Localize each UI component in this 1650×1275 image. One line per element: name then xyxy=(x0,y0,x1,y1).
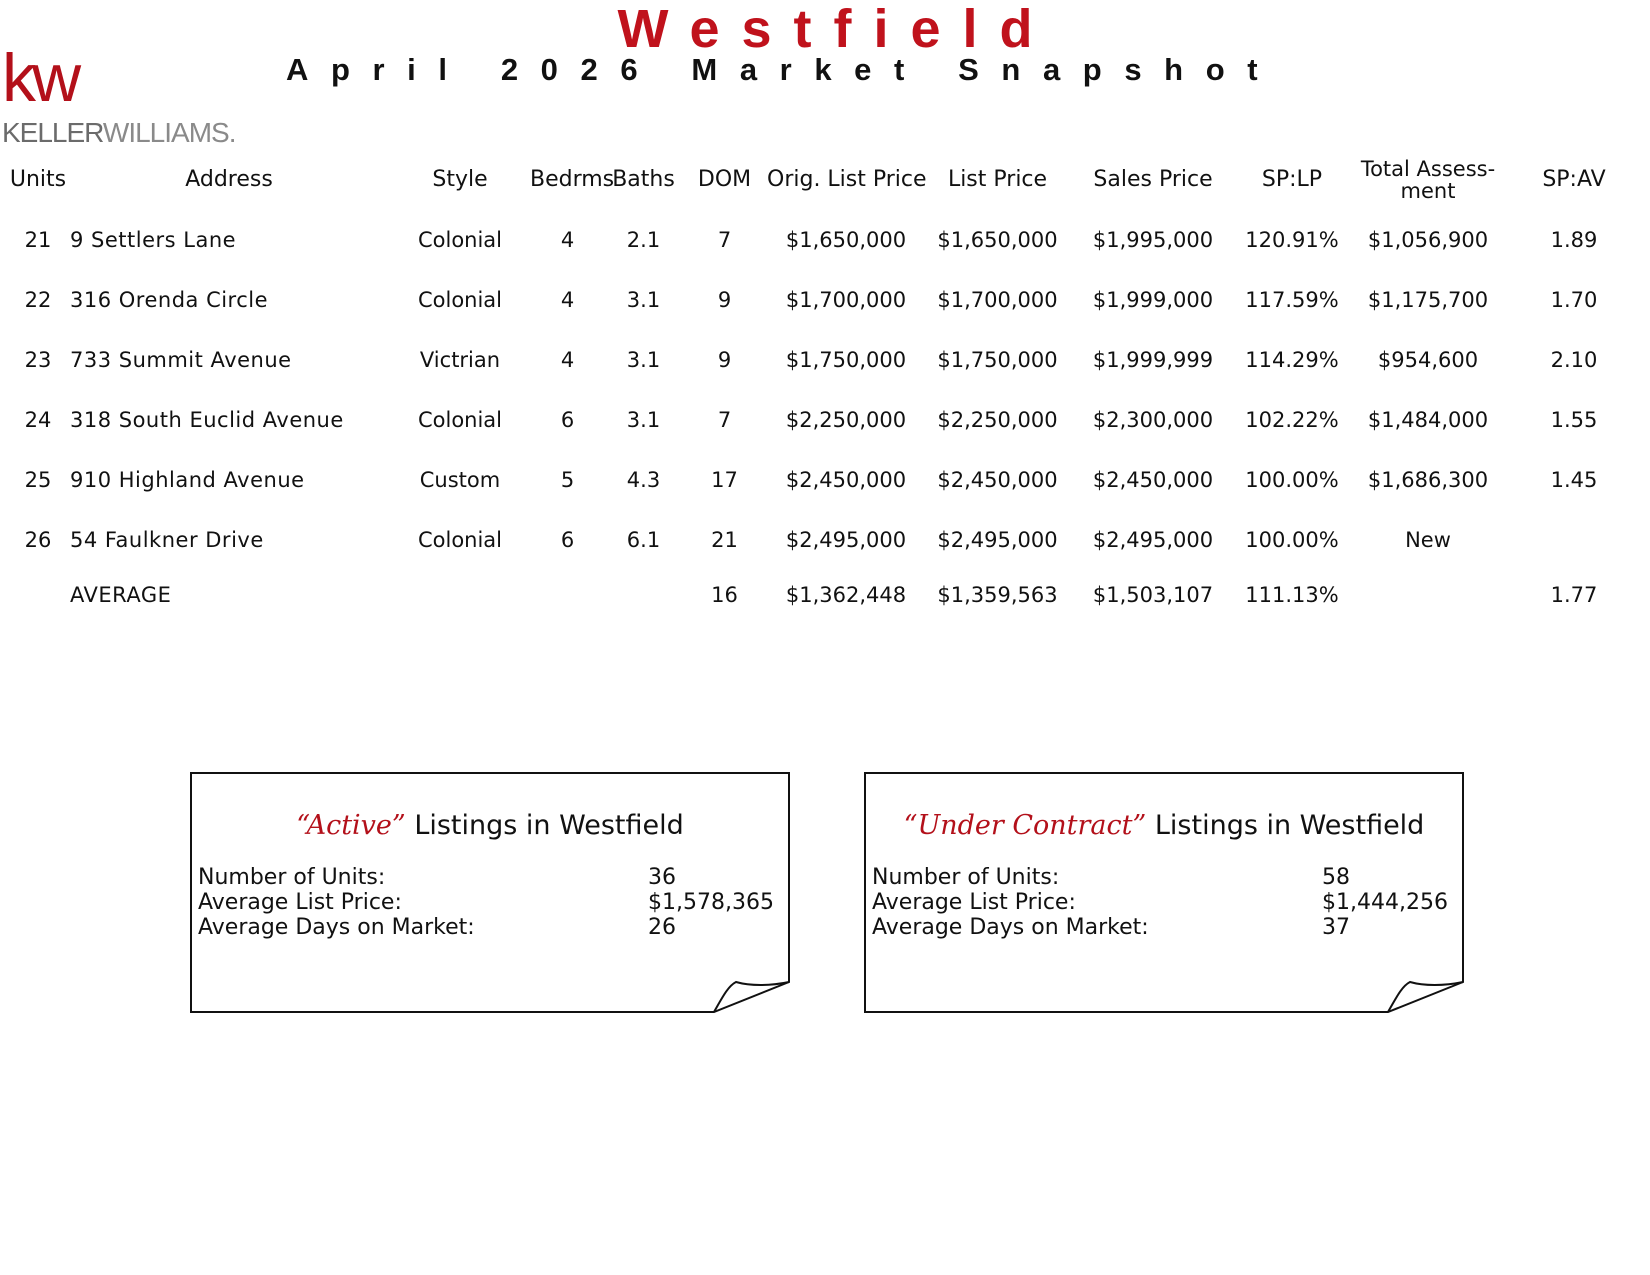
cell-orig-list-price: $1,650,000 xyxy=(785,228,907,252)
cell-bedrooms: 5 xyxy=(560,468,575,492)
table-row xyxy=(8,390,1640,450)
page-title: Westfield xyxy=(617,0,1055,59)
active-price-row xyxy=(198,890,774,915)
cell-assessment: $954,600 xyxy=(1377,348,1479,372)
cell-sp-lp: 117.59% xyxy=(1245,288,1339,312)
cell-style: Colonial xyxy=(417,408,503,432)
cell-orig-list-price: $2,250,000 xyxy=(785,408,907,432)
cell-assessment: $1,056,900 xyxy=(1367,228,1489,252)
active-dom-value: 26 xyxy=(648,915,676,940)
column-header-orig-list-price: Orig. List Price xyxy=(767,167,927,192)
active-title-text: Listings in Westfield xyxy=(414,810,684,841)
cell-baths: 4.3 xyxy=(626,468,661,492)
under-contract-dom-label: Average Days on Market: xyxy=(872,915,1149,940)
column-header-sales-price: Sales Price xyxy=(1093,167,1213,192)
cell-assessment: New xyxy=(1405,528,1451,552)
table-header-row xyxy=(8,150,1640,210)
cell-sp-av: 1.89 xyxy=(1550,228,1598,252)
cell-sp-av: 1.70 xyxy=(1550,288,1598,312)
under-contract-units-row xyxy=(872,865,1350,890)
table-row xyxy=(8,450,1640,510)
cell-unit: 24 xyxy=(24,408,52,432)
cell-unit: 26 xyxy=(24,528,52,552)
cell-unit: 25 xyxy=(24,468,52,492)
column-header-baths: Baths xyxy=(612,167,675,192)
table-row xyxy=(8,210,1640,270)
cell-orig-list-price: $2,450,000 xyxy=(785,468,907,492)
cell-bedrooms: 4 xyxy=(560,348,575,372)
cell-assessment: $1,484,000 xyxy=(1367,408,1489,432)
average-dom: 16 xyxy=(711,583,738,607)
active-dom-label: Average Days on Market: xyxy=(198,915,475,940)
cell-bedrooms: 6 xyxy=(560,528,575,552)
under-contract-title-accent: “Under Contract” xyxy=(903,810,1147,841)
column-header-style: Style xyxy=(432,167,488,192)
cell-baths: 3.1 xyxy=(626,348,661,372)
cell-style: Victrian xyxy=(419,348,501,372)
average-label: AVERAGE xyxy=(70,583,172,607)
cell-address: 910 Highland Avenue xyxy=(70,468,305,492)
page-subtitle: April 2026 Market Snapshot xyxy=(286,52,1281,87)
cell-sp-lp: 102.22% xyxy=(1245,408,1339,432)
cell-sp-av: 2.10 xyxy=(1550,348,1598,372)
cell-empty xyxy=(605,570,682,620)
under-contract-listings-card xyxy=(864,772,1464,1013)
cell-orig-list-price: $1,700,000 xyxy=(785,288,907,312)
cell-style: Colonial xyxy=(417,528,503,552)
cell-unit: 23 xyxy=(24,348,52,372)
cell-bedrooms: 4 xyxy=(560,288,575,312)
cell-sp-lp: 120.91% xyxy=(1245,228,1339,252)
under-contract-dom-value: 37 xyxy=(1322,915,1350,940)
cell-sales-price: $2,450,000 xyxy=(1092,468,1214,492)
cell-style: Colonial xyxy=(417,228,503,252)
column-header-sp-av: SP:AV xyxy=(1542,167,1606,192)
cell-sp-av: 1.55 xyxy=(1550,408,1598,432)
column-header-total-assessment: Total Assess-ment xyxy=(1360,157,1496,203)
active-units-label: Number of Units: xyxy=(198,865,386,890)
column-header-list-price: List Price xyxy=(947,167,1048,192)
cell-sales-price: $2,300,000 xyxy=(1092,408,1214,432)
cell-sp-lp: 100.00% xyxy=(1245,468,1339,492)
column-header-sp-lp: SP:LP xyxy=(1261,167,1323,192)
cell-address: 54 Faulkner Drive xyxy=(70,528,264,552)
under-contract-price-row xyxy=(872,890,1448,915)
cell-sp-av: 1.45 xyxy=(1550,468,1598,492)
kw-mark: kw xyxy=(2,40,78,116)
cell-dom: 9 xyxy=(717,288,732,312)
cell-baths: 3.1 xyxy=(626,408,661,432)
sales-table xyxy=(8,150,1640,620)
column-header-bedrooms: Bedrms xyxy=(530,167,615,192)
column-header-address: Address xyxy=(185,167,273,192)
brand-wordmark xyxy=(2,118,235,148)
brand-name-light: WILLIAMS. xyxy=(102,117,236,148)
active-title-accent: “Active” xyxy=(296,810,406,841)
cell-bedrooms: 6 xyxy=(560,408,575,432)
cell-address: 316 Orenda Circle xyxy=(70,288,269,312)
cell-dom: 7 xyxy=(717,228,732,252)
cell-orig-list-price: $1,750,000 xyxy=(785,348,907,372)
average-orig-list-price: $1,362,448 xyxy=(785,583,907,607)
brand-name-bold: KELLER xyxy=(2,117,103,148)
table-row xyxy=(8,510,1640,570)
cell-empty xyxy=(1348,570,1508,620)
cell-sales-price: $1,999,999 xyxy=(1092,348,1214,372)
active-price-value: $1,578,365 xyxy=(648,890,774,915)
cell-baths: 6.1 xyxy=(626,528,661,552)
cell-orig-list-price: $2,495,000 xyxy=(785,528,907,552)
average-sp-av: 1.77 xyxy=(1550,583,1598,607)
cell-dom: 7 xyxy=(717,408,732,432)
average-row xyxy=(8,570,1640,620)
cell-sp-av xyxy=(1508,510,1640,570)
cell-sales-price: $2,495,000 xyxy=(1092,528,1214,552)
under-contract-price-label: Average List Price: xyxy=(872,890,1076,915)
active-dom-row xyxy=(198,915,676,940)
under-contract-units-label: Number of Units: xyxy=(872,865,1060,890)
cell-address: 733 Summit Avenue xyxy=(70,348,292,372)
cell-bedrooms: 4 xyxy=(560,228,575,252)
active-units-value: 36 xyxy=(648,865,676,890)
cell-empty xyxy=(8,570,68,620)
keller-williams-logo xyxy=(0,40,240,154)
cell-list-price: $1,650,000 xyxy=(937,228,1058,252)
average-list-price: $1,359,563 xyxy=(937,583,1058,607)
cell-style: Colonial xyxy=(417,288,503,312)
cell-dom: 21 xyxy=(711,528,738,552)
under-contract-dom-row xyxy=(872,915,1350,940)
under-contract-units-value: 58 xyxy=(1322,865,1350,890)
cell-empty xyxy=(530,570,605,620)
cell-list-price: $1,750,000 xyxy=(937,348,1058,372)
active-units-row xyxy=(198,865,676,890)
cell-list-price: $2,495,000 xyxy=(937,528,1058,552)
cell-assessment: $1,175,700 xyxy=(1367,288,1489,312)
average-sales-price: $1,503,107 xyxy=(1092,583,1214,607)
cell-sales-price: $1,995,000 xyxy=(1092,228,1214,252)
cell-address: 9 Settlers Lane xyxy=(70,228,237,252)
cell-list-price: $2,250,000 xyxy=(937,408,1058,432)
table-row xyxy=(8,330,1640,390)
cell-baths: 2.1 xyxy=(626,228,661,252)
cell-empty xyxy=(390,570,530,620)
cell-style: Custom xyxy=(419,468,501,492)
cell-unit: 21 xyxy=(24,228,52,252)
cell-dom: 9 xyxy=(717,348,732,372)
average-sp-lp: 111.13% xyxy=(1245,583,1339,607)
cell-unit: 22 xyxy=(24,288,52,312)
cell-sales-price: $1,999,000 xyxy=(1092,288,1214,312)
cell-list-price: $2,450,000 xyxy=(937,468,1058,492)
under-contract-card-title xyxy=(864,810,1464,842)
cell-sp-lp: 114.29% xyxy=(1245,348,1339,372)
cell-dom: 17 xyxy=(711,468,738,492)
cell-address: 318 South Euclid Avenue xyxy=(70,408,344,432)
cell-baths: 3.1 xyxy=(626,288,661,312)
active-card-title xyxy=(190,810,790,842)
active-price-label: Average List Price: xyxy=(198,890,402,915)
column-header-dom: DOM xyxy=(697,167,752,192)
under-contract-price-value: $1,444,256 xyxy=(1322,890,1448,915)
column-header-units: Units xyxy=(9,167,67,192)
under-contract-title-text: Listings in Westfield xyxy=(1154,810,1425,841)
cell-sp-lp: 100.00% xyxy=(1245,528,1339,552)
cell-list-price: $1,700,000 xyxy=(937,288,1058,312)
table-row xyxy=(8,270,1640,330)
cell-assessment: $1,686,300 xyxy=(1367,468,1489,492)
active-listings-card xyxy=(190,772,790,1013)
